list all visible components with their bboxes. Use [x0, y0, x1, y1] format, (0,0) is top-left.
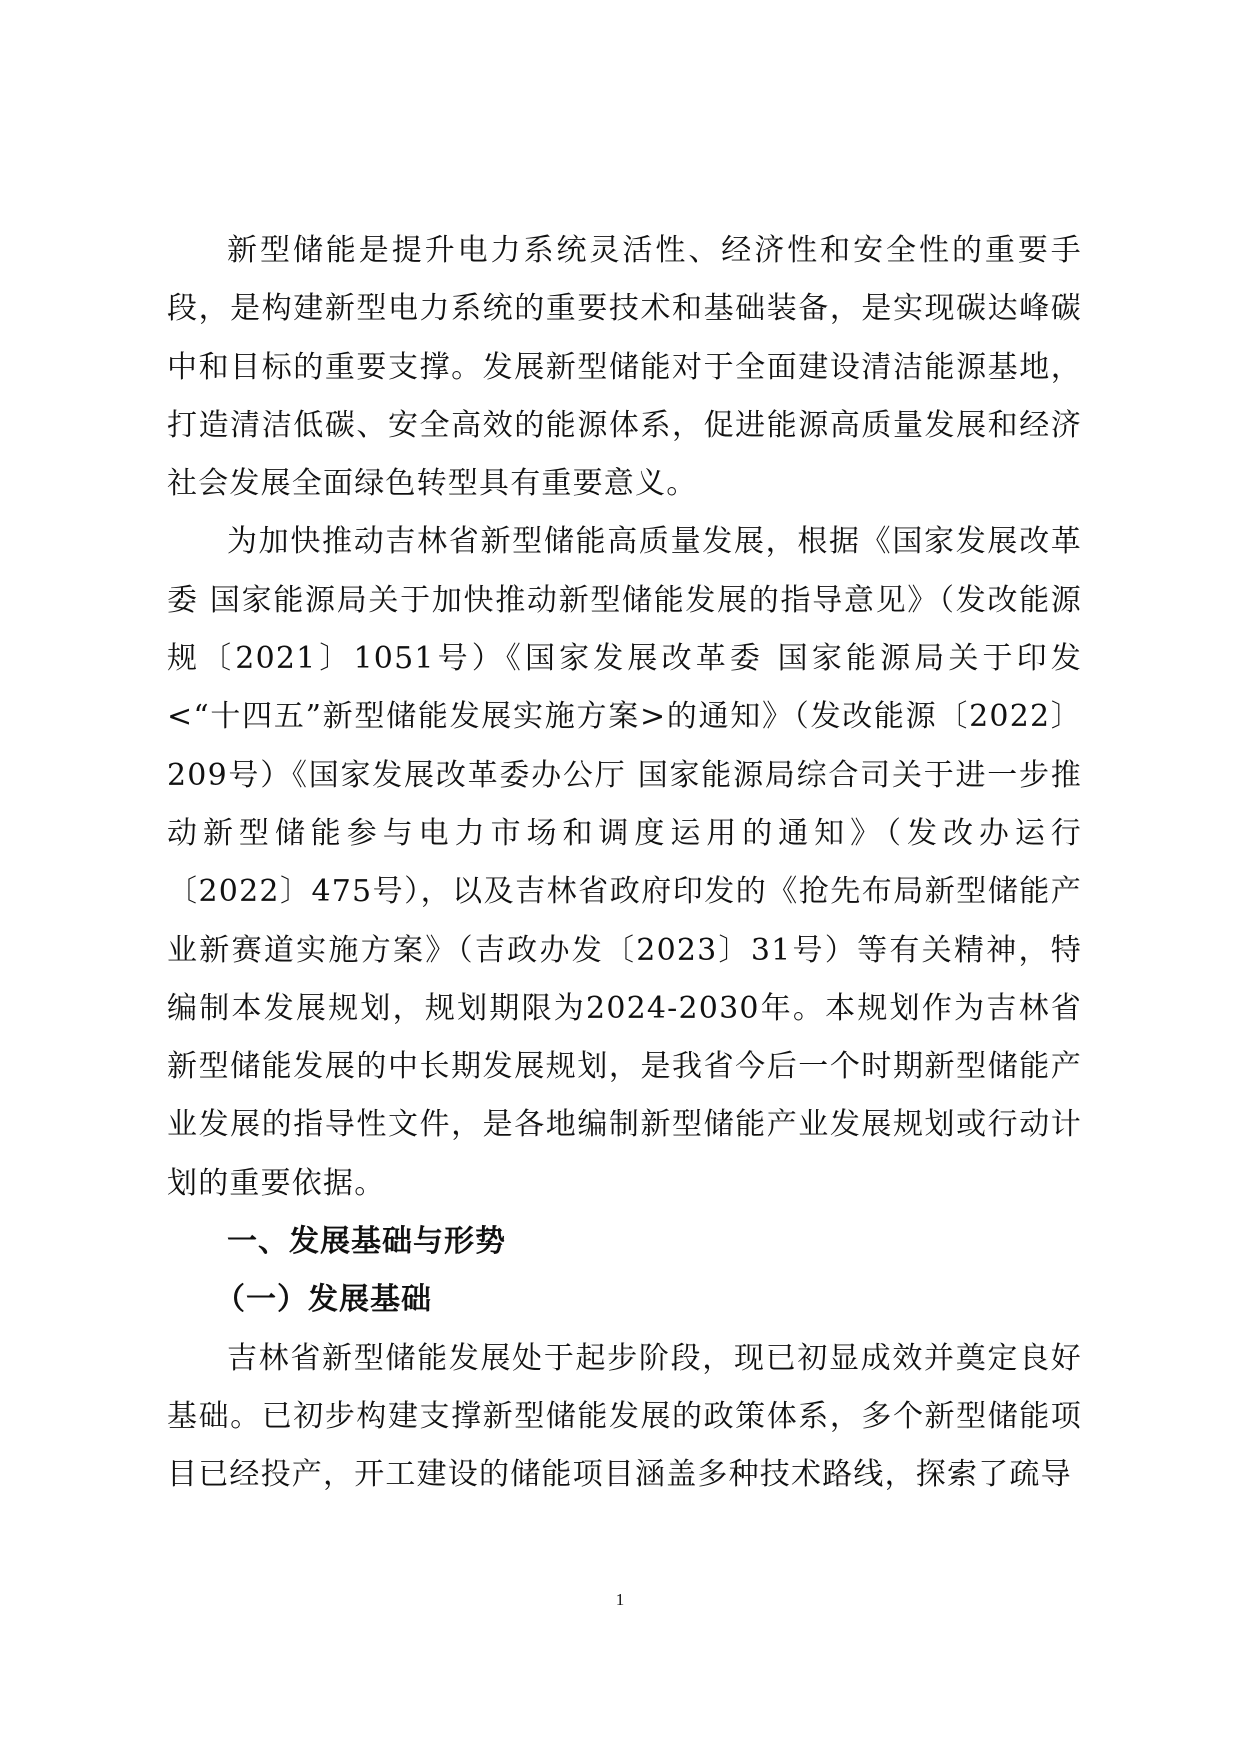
page-number: 1	[615, 1590, 625, 1609]
document-body	[167, 222, 1082, 1505]
section-paragraph: 吉林省新型储能发展处于起步阶段，现已初显成效并奠定良好基础。已初步构建支撑新型储能发展的政策体系，多个新型储能项目已经投产，开工建设的储能项目涵盖多种技术路线，探索了疏导	[167, 1340, 1082, 1493]
basis-paragraph: 为加快推动吉林省新型储能高质量发展，根据《国家发展改革委 国家能源局关于加快推动新型储能发展的指导意见》（发改能源规〔2021〕1051号）《国家发展改革委 国家能源局关于印发<“十四五”新型储能发展实施方案>的通知》（发改能源〔2022〕209号）《国家发展改革委办公厅 国家能源局综合司关于进一步推动新型储能参与电力市场和调度运用的通知》（发改办运行〔2022〕475号），以及吉林省政府印发的《抢先布局新型储能产业新赛道实施方案》（吉政办发〔2023〕31号）等有关精神，特编制本发展规划，规划期限为2024-2030年。本规划作为吉林省新型储能发展的中长期发展规划，是我省今后一个时期新型储能产业发展的指导性文件，是各地编制新型储能产业发展规划或行动计划的重要依据。	[167, 524, 1082, 1201]
intro-paragraph: 新型储能是提升电力系统灵活性、经济性和安全性的重要手段，是构建新型电力系统的重要技术和基础装备，是实现碳达峰碳中和目标的重要支撑。发展新型储能对于全面建设清洁能源基地，打造清洁低碳、安全高效的能源体系，促进能源高质量发展和经济社会发展全面绿色转型具有重要意义。	[167, 233, 1082, 502]
section-heading: 一、发展基础与形势	[227, 1224, 506, 1260]
subsection-heading: （一）发展基础	[215, 1282, 432, 1318]
